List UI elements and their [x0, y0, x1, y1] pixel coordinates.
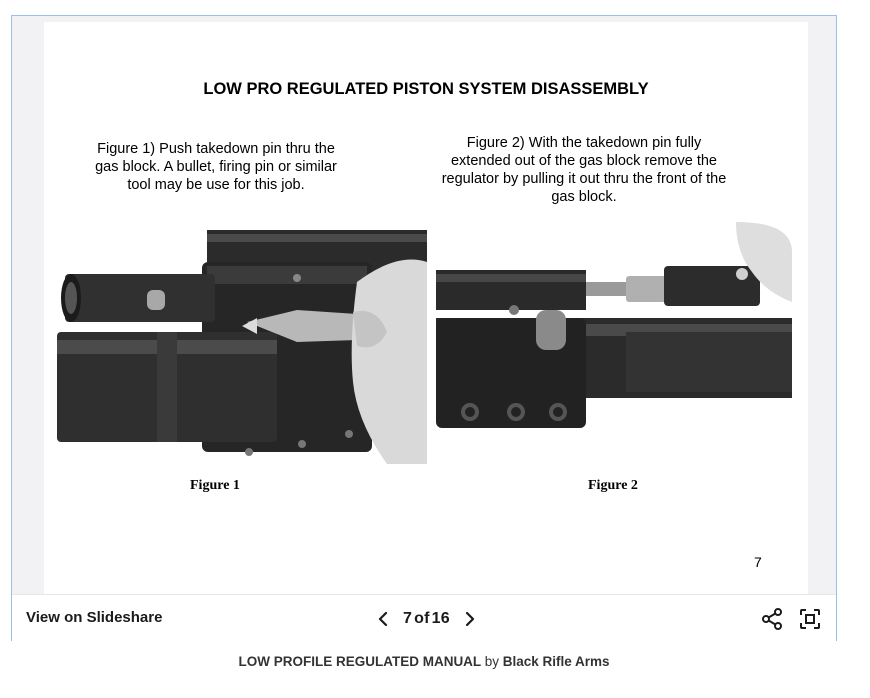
slide-page — [44, 22, 808, 594]
slide-title: LOW PRO REGULATED PISTON SYSTEM DISASSEMBLY — [203, 80, 649, 98]
chevron-right-icon — [463, 611, 477, 627]
figure2-photo — [436, 222, 792, 464]
figure1-photo — [57, 222, 427, 464]
slide-page-number: 7 — [754, 554, 762, 570]
figure2-caption: Figure 2) With the takedown pin fully extended out of the gas block remove the regulator by pulling it out thru the front of the gas block. — [441, 135, 727, 205]
next-page-button[interactable] — [459, 608, 481, 630]
prev-page-button[interactable] — [372, 608, 394, 630]
page-counter — [402, 610, 451, 628]
share-button[interactable] — [760, 607, 784, 631]
fullscreen-icon — [798, 607, 822, 631]
viewer-toolbar — [12, 594, 836, 641]
figure1-caption: Figure 1) Push takedown pin thru the gas block. A bullet, firing pin or similar tool may be use for this job. — [95, 141, 337, 193]
total-pages: 16 — [431, 610, 450, 627]
chevron-left-icon — [376, 611, 390, 627]
share-icon — [760, 607, 784, 631]
slideshare-embed — [11, 15, 837, 641]
figure2-label: Figure 2 — [588, 478, 638, 493]
figure1-label: Figure 1 — [190, 478, 240, 493]
page-of-text: of — [414, 610, 430, 627]
fullscreen-button[interactable] — [798, 607, 822, 631]
document-title-link[interactable]: LOW PROFILE REGULATED MANUAL — [238, 654, 481, 669]
document-caption — [0, 654, 848, 669]
by-text: by — [484, 654, 499, 669]
slide-viewport — [12, 16, 836, 594]
author-link[interactable]: Black Rifle Arms — [502, 654, 610, 669]
page-navigation — [372, 607, 481, 631]
current-page: 7 — [403, 610, 413, 627]
view-on-slideshare-link[interactable]: View on Slideshare — [26, 609, 163, 626]
